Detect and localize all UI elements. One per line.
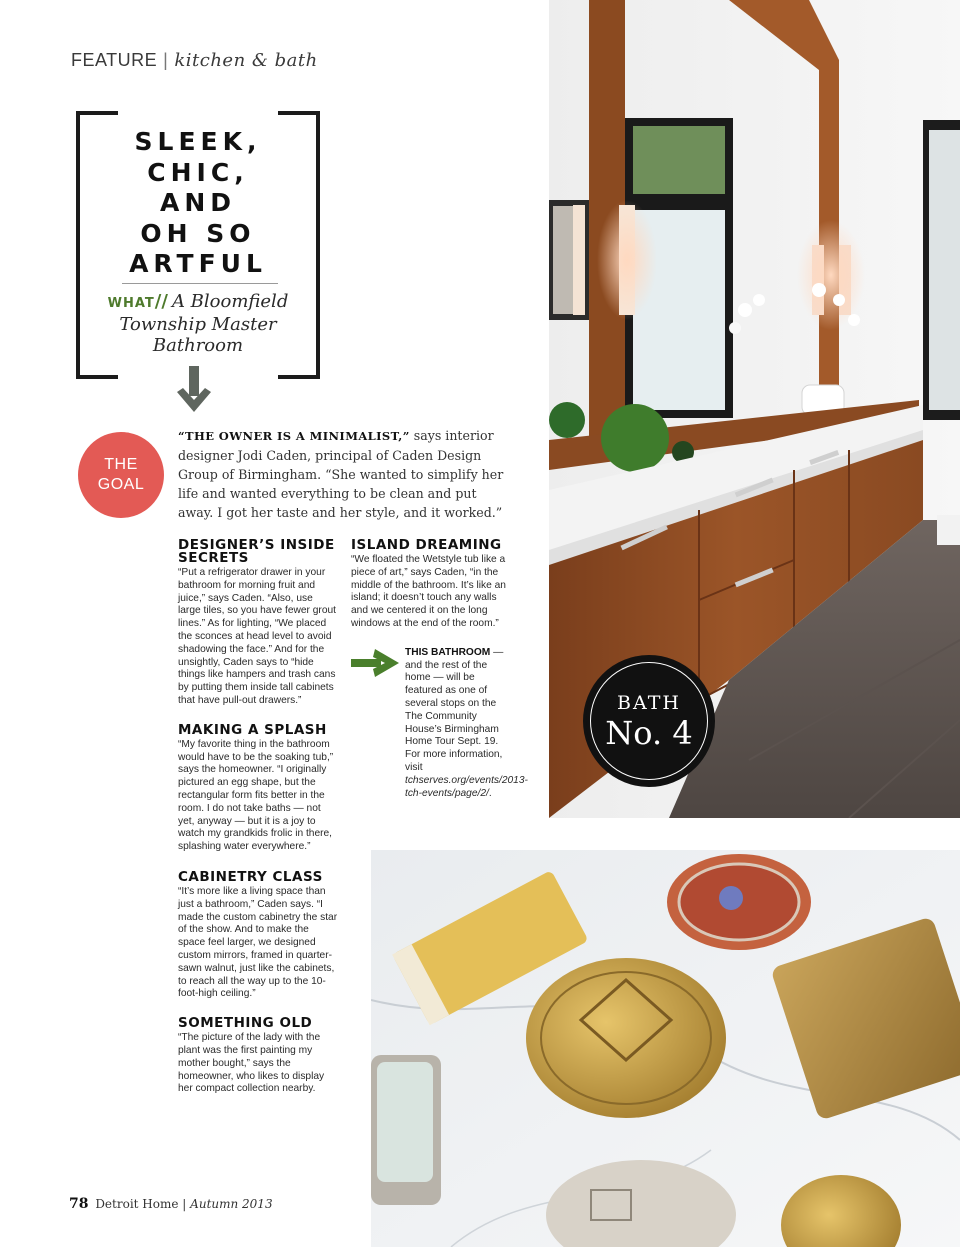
left-column [178, 539, 338, 1110]
topic-label: kitchen & bath [174, 50, 318, 71]
right-column [351, 537, 528, 800]
intro-lead: “THE OWNER IS A MINIMALIST,” [178, 429, 410, 443]
section-heading: ISLAND DREAMING [351, 537, 502, 553]
what-text: A Bloomfield Township Master Bathroom [119, 291, 289, 356]
section-splash [178, 721, 338, 854]
callout-end: . [488, 787, 492, 799]
title-rule [122, 283, 278, 284]
badge-label: BATH [617, 692, 681, 714]
page-number: 78 [69, 1196, 89, 1212]
bath-number-badge [583, 655, 715, 787]
intro-body: says interior designer Jodi Caden, principal of Caden Design Group of Birmingham. “She wanted to simplify her life and wanted everything to be clean and put away. I got her taste and her style, and it worked.” [178, 428, 504, 520]
right-arrow-icon [351, 647, 401, 679]
badge-number: No. 4 [605, 714, 693, 752]
section-heading: CABINETRY CLASS [178, 868, 323, 885]
callout-head: THIS BATHROOM [405, 646, 491, 658]
goal-line-2: GOAL [97, 476, 145, 493]
headline-line-5: ARTFUL [129, 249, 267, 278]
section-heading: DESIGNER’S INSIDE SECRETS [178, 537, 335, 566]
section-body: “We floated the Wetstyle tub like a piece of art,” says Caden, “in the middle of the bathroom. It’s like an island; it doesn’t touch any walls and we centered it on the long windows at the end of the room.” [351, 554, 506, 629]
headline [76, 127, 320, 280]
callout-body: — and the rest of the home — will be featured as one of several stops on the The Community House’s Birmingham Home Tour Sept. 19. For more information, visit [405, 646, 504, 773]
section-designers [178, 539, 338, 708]
section-heading: MAKING A SPLASH [178, 721, 327, 738]
page-folio [69, 1196, 273, 1212]
section-something-old [178, 1017, 338, 1096]
goal-line-1: THE [104, 456, 138, 473]
section-body: “The picture of the lady with the plant was the first painting my mother bought,” says the homeowner, who likes to display her compact collection nearby. [178, 1032, 325, 1095]
compact-collection-photo [371, 850, 960, 1247]
headline-line-3: AND [159, 188, 237, 217]
what-label: WHAT [107, 296, 155, 311]
section-heading: SOMETHING OLD [178, 1015, 313, 1032]
section-cabinetry [178, 868, 338, 1001]
section-island [351, 539, 506, 631]
headline-line-4: OH SO [140, 218, 256, 248]
magazine-name: Detroit Home [95, 1197, 179, 1211]
folio-separator: | [182, 1197, 187, 1211]
headline-line-2: CHIC, [147, 157, 249, 187]
section-body: “My favorite thing in the bathroom would have to be the soaking tub,” says the homeowner. “I originally pictured an egg shape, but the rectangular form fits better in the room. I do not take baths — not yet, anyway — but it is a joy to watch my grandkids frolic in there, splashing water everywhere.” [178, 738, 334, 853]
issue-date: Autumn 2013 [190, 1197, 273, 1211]
what-slashes: // [154, 291, 168, 312]
kicker-separator: | [163, 50, 169, 70]
title-box [76, 111, 320, 379]
what-line [90, 291, 306, 356]
section-kicker [71, 50, 318, 71]
headline-line-1: SLEEK, [134, 127, 262, 156]
section-label: FEATURE [71, 50, 158, 70]
goal-badge [78, 432, 164, 518]
down-arrow-icon [175, 366, 213, 416]
event-callout [351, 646, 528, 801]
intro-paragraph [178, 426, 506, 522]
section-body: “Put a refrigerator drawer in your bathroom for morning fruit and juice,” says Caden. “Also, use large tiles, so you have fewer grout lines.” As for lighting, “We placed the sconces at head level to avoid shadowing the face.” And for the unsightly, Caden says to “hide things like hampers and trash cans by putting them inside tall cabinets that have pull-out drawers.” [178, 567, 336, 706]
event-link[interactable]: tchserves.org/events/2013-tch-events/page/2/ [405, 774, 528, 799]
section-body: “It’s more like a living space than just a bathroom,” Caden says. “I made the custom cabinetry the star of the show. And to make the space feel larger, we designed custom mirrors, framed in quarter-sawn walnut, just like the cabinets, to reach all the way up to the 10-foot-high ceiling.” [178, 885, 338, 1000]
